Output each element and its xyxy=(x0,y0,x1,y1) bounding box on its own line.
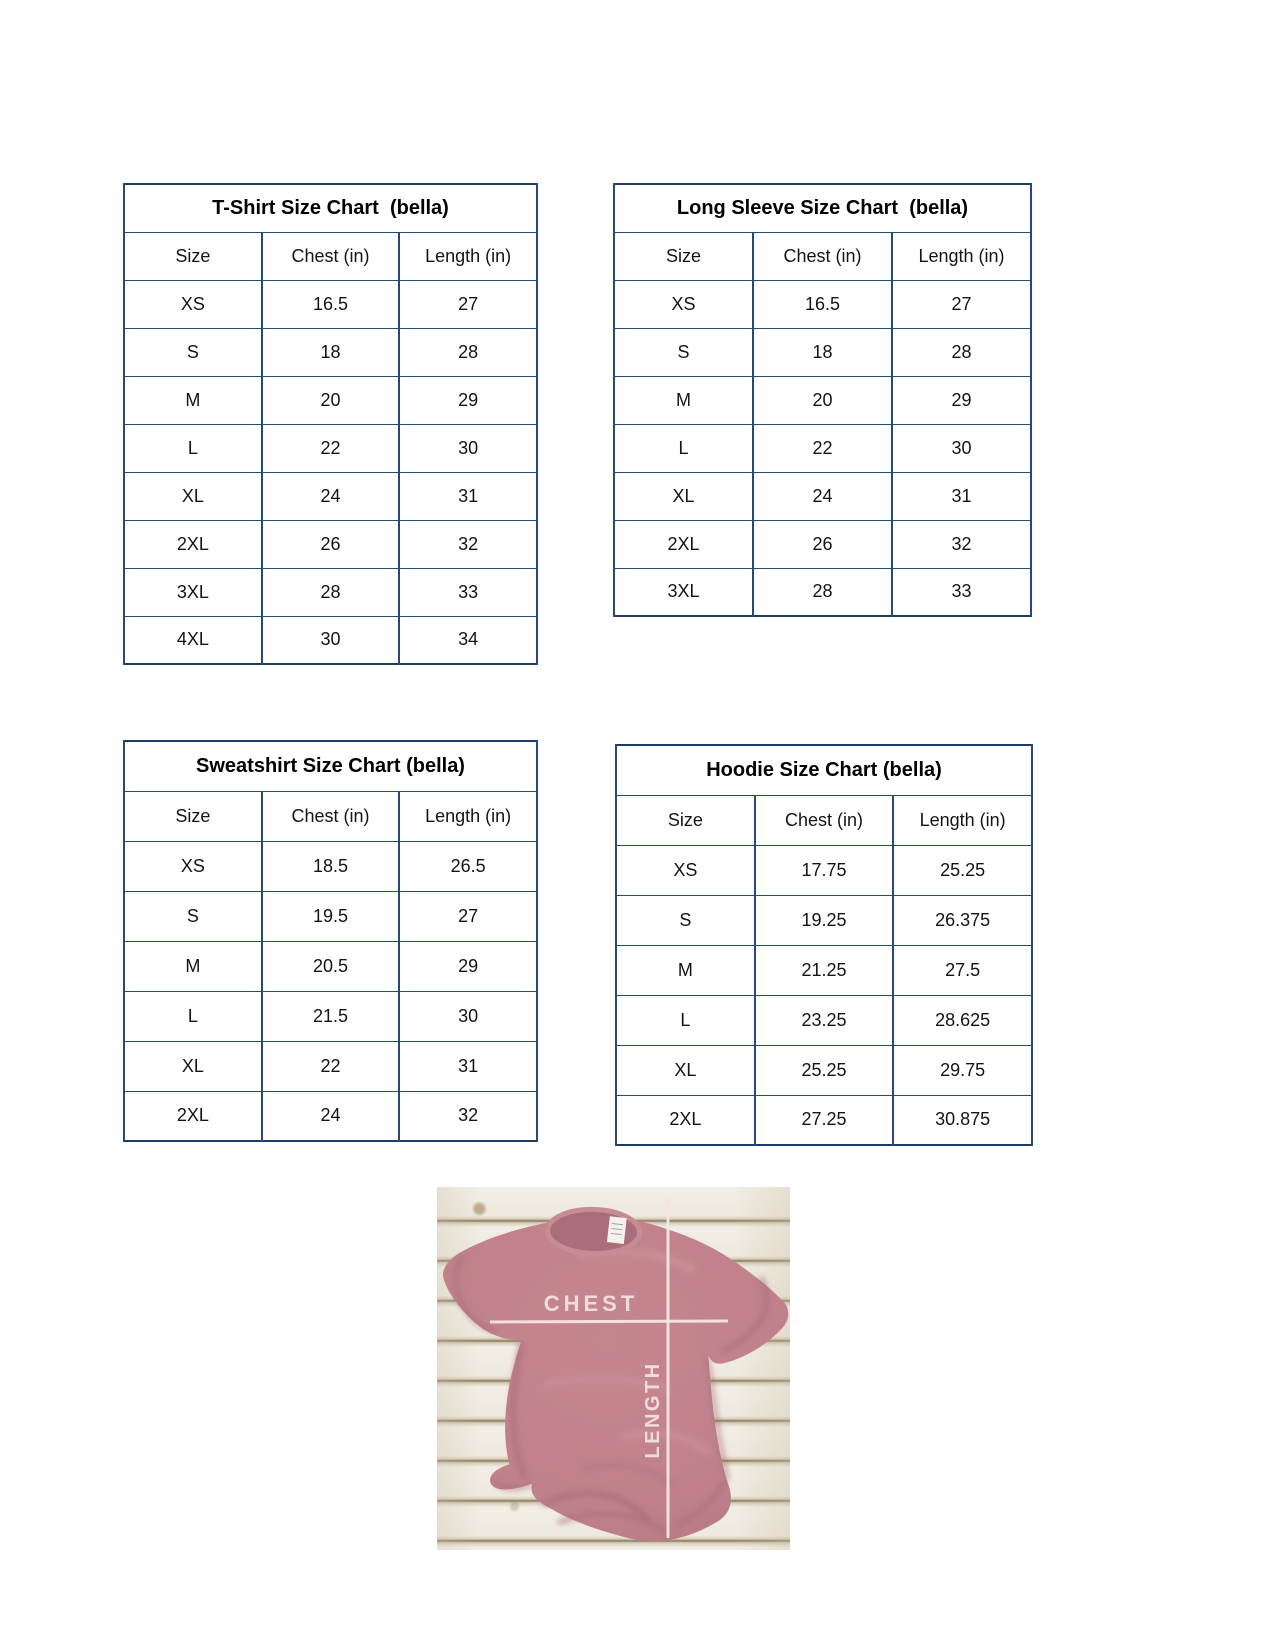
chest-cell: 22 xyxy=(262,424,400,472)
length-cell: 26.5 xyxy=(399,841,537,891)
care-tag xyxy=(607,1216,627,1244)
chest-cell: 27.25 xyxy=(755,1095,894,1145)
column-header: Size xyxy=(614,232,753,280)
table-row xyxy=(616,1095,1032,1145)
table-row xyxy=(614,520,1031,568)
size-cell: S xyxy=(124,328,262,376)
size-cell: XL xyxy=(124,1041,262,1091)
size-cell: XS xyxy=(616,845,755,895)
collar xyxy=(547,1208,640,1254)
table-row xyxy=(124,1041,537,1091)
table-row xyxy=(124,568,537,616)
size-cell: L xyxy=(124,424,262,472)
size-cell: 2XL xyxy=(616,1095,755,1145)
column-header: Length (in) xyxy=(892,232,1031,280)
column-header: Size xyxy=(124,791,262,841)
size-cell: L xyxy=(614,424,753,472)
length-cell: 25.25 xyxy=(893,845,1032,895)
size-cell: XL xyxy=(616,1045,755,1095)
table-row xyxy=(124,841,537,891)
longsleeve-size-table xyxy=(613,183,1032,617)
length-cell: 34 xyxy=(399,616,537,664)
table-row xyxy=(124,520,537,568)
chest-label: CHEST xyxy=(543,1291,639,1316)
length-cell: 27.5 xyxy=(893,945,1032,995)
length-cell: 30 xyxy=(892,424,1031,472)
chest-cell: 30 xyxy=(262,616,400,664)
table-row xyxy=(124,616,537,664)
table-row xyxy=(614,472,1031,520)
chest-cell: 24 xyxy=(262,472,400,520)
table-row xyxy=(124,891,537,941)
header-row xyxy=(616,795,1032,845)
chest-cell: 22 xyxy=(753,424,892,472)
chest-cell: 28 xyxy=(262,568,400,616)
length-cell: 28 xyxy=(399,328,537,376)
header-row xyxy=(614,232,1031,280)
length-cell: 29 xyxy=(399,941,537,991)
hoodie-size-table xyxy=(615,744,1033,1146)
size-cell: M xyxy=(616,945,755,995)
length-cell: 30.875 xyxy=(893,1095,1032,1145)
length-cell: 26.375 xyxy=(893,895,1032,945)
size-cell: 2XL xyxy=(614,520,753,568)
length-cell: 27 xyxy=(399,891,537,941)
chest-cell: 20.5 xyxy=(262,941,400,991)
length-cell: 32 xyxy=(399,1091,537,1141)
chest-cell: 16.5 xyxy=(262,280,400,328)
size-cell: S xyxy=(124,891,262,941)
chest-cell: 18.5 xyxy=(262,841,400,891)
size-cell: 3XL xyxy=(614,568,753,616)
length-label: LENGTH xyxy=(642,1361,664,1459)
length-cell: 30 xyxy=(399,424,537,472)
table-row xyxy=(124,472,537,520)
table-row xyxy=(616,895,1032,945)
size-cell: M xyxy=(614,376,753,424)
length-cell: 28.625 xyxy=(893,995,1032,1045)
size-cell: XL xyxy=(614,472,753,520)
chest-cell: 20 xyxy=(262,376,400,424)
chest-line xyxy=(490,1321,728,1322)
chest-cell: 26 xyxy=(262,520,400,568)
table-row xyxy=(124,991,537,1041)
table-title: Long Sleeve Size Chart (bella) xyxy=(614,184,1031,232)
size-cell: M xyxy=(124,376,262,424)
table-title: T-Shirt Size Chart (bella) xyxy=(124,184,537,232)
size-cell: 3XL xyxy=(124,568,262,616)
length-cell: 27 xyxy=(892,280,1031,328)
header-row xyxy=(124,791,537,841)
table-row xyxy=(616,845,1032,895)
chest-cell: 25.25 xyxy=(755,1045,894,1095)
length-cell: 31 xyxy=(399,472,537,520)
table-row xyxy=(124,280,537,328)
table-row xyxy=(616,1045,1032,1095)
chest-cell: 22 xyxy=(262,1041,400,1091)
chest-cell: 19.5 xyxy=(262,891,400,941)
size-cell: L xyxy=(124,991,262,1041)
chest-cell: 16.5 xyxy=(753,280,892,328)
size-cell: 2XL xyxy=(124,520,262,568)
column-header: Chest (in) xyxy=(755,795,894,845)
column-header: Length (in) xyxy=(399,232,537,280)
length-cell: 32 xyxy=(892,520,1031,568)
chest-cell: 24 xyxy=(753,472,892,520)
chest-cell: 23.25 xyxy=(755,995,894,1045)
size-cell: XS xyxy=(124,280,262,328)
table-row xyxy=(614,328,1031,376)
size-cell: L xyxy=(616,995,755,1045)
table-row xyxy=(124,424,537,472)
size-cell: XL xyxy=(124,472,262,520)
chest-cell: 19.25 xyxy=(755,895,894,945)
chest-cell: 18 xyxy=(262,328,400,376)
size-cell: 2XL xyxy=(124,1091,262,1141)
tshirt-shape xyxy=(437,1206,790,1545)
length-cell: 27 xyxy=(399,280,537,328)
table-row xyxy=(124,941,537,991)
tshirt-graphic xyxy=(437,1187,790,1550)
chest-cell: 24 xyxy=(262,1091,400,1141)
size-cell: 4XL xyxy=(124,616,262,664)
length-cell: 29 xyxy=(892,376,1031,424)
table-row xyxy=(614,568,1031,616)
table-row xyxy=(614,280,1031,328)
table-title: Hoodie Size Chart (bella) xyxy=(616,745,1032,795)
length-cell: 28 xyxy=(892,328,1031,376)
table-row xyxy=(124,1091,537,1141)
size-cell: XS xyxy=(614,280,753,328)
size-cell: M xyxy=(124,941,262,991)
column-header: Chest (in) xyxy=(753,232,892,280)
length-cell: 33 xyxy=(892,568,1031,616)
table-row xyxy=(124,328,537,376)
column-header: Length (in) xyxy=(399,791,537,841)
table-row xyxy=(614,376,1031,424)
table-row xyxy=(616,995,1032,1045)
size-cell: S xyxy=(616,895,755,945)
column-header: Size xyxy=(124,232,262,280)
header-row xyxy=(124,232,537,280)
chest-cell: 18 xyxy=(753,328,892,376)
table-title: Sweatshirt Size Chart (bella) xyxy=(124,741,537,791)
table-row xyxy=(616,945,1032,995)
length-cell: 29 xyxy=(399,376,537,424)
column-header: Chest (in) xyxy=(262,791,400,841)
chest-cell: 17.75 xyxy=(755,845,894,895)
chest-cell: 28 xyxy=(753,568,892,616)
column-header: Length (in) xyxy=(893,795,1032,845)
size-cell: XS xyxy=(124,841,262,891)
length-cell: 29.75 xyxy=(893,1045,1032,1095)
product-photo xyxy=(437,1187,790,1550)
size-cell: S xyxy=(614,328,753,376)
length-cell: 31 xyxy=(892,472,1031,520)
length-cell: 32 xyxy=(399,520,537,568)
chest-cell: 21.5 xyxy=(262,991,400,1041)
length-cell: 31 xyxy=(399,1041,537,1091)
column-header: Chest (in) xyxy=(262,232,400,280)
chest-cell: 20 xyxy=(753,376,892,424)
column-header: Size xyxy=(616,795,755,845)
table-row xyxy=(614,424,1031,472)
chest-cell: 26 xyxy=(753,520,892,568)
length-cell: 30 xyxy=(399,991,537,1041)
chest-cell: 21.25 xyxy=(755,945,894,995)
sweatshirt-size-table xyxy=(123,740,538,1142)
length-cell: 33 xyxy=(399,568,537,616)
tshirt-size-table xyxy=(123,183,538,665)
table-row xyxy=(124,376,537,424)
